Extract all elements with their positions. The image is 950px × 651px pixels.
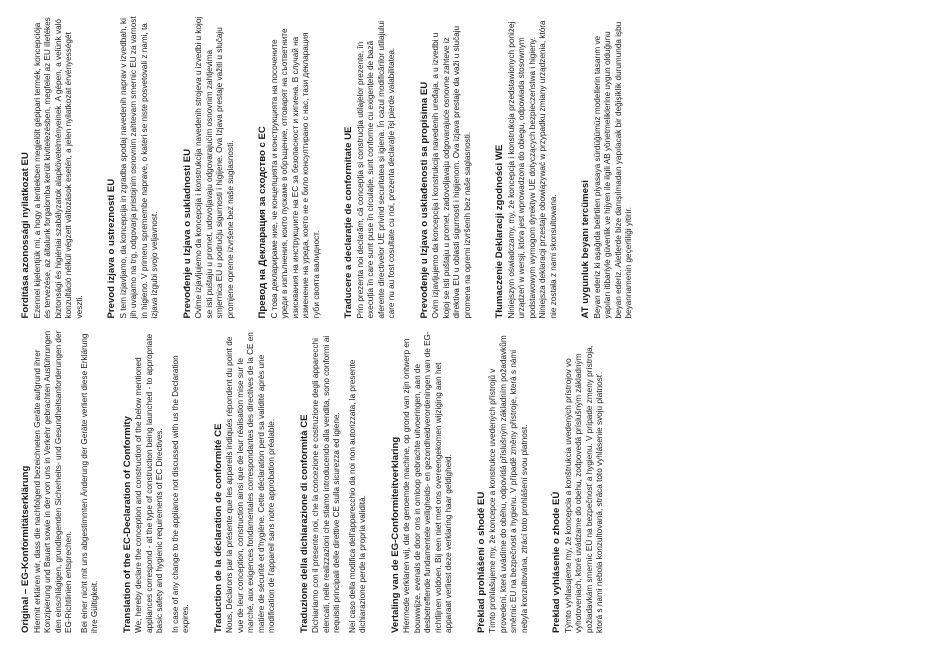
section-de — [20, 331, 106, 634]
section-body — [119, 16, 161, 319]
section-title: Fordítása azonossági nyilatkozat EU — [20, 152, 31, 319]
section-paragraph: Hiermede verklaren wij, dat de genoemde machine, op grond van zijn ontwerp en bouwwijze, evenals de door ons in omloop gebrachte uitvoeringen, aan de desbetreffende fundamentele veiligheids- en gezondheidverordeningen van de EG-richtlijnen voldoen. Bij een niet met ons overeengekomen wijziging aan het apparaat verliest deze verklaring haar geldigheid. — [402, 331, 453, 633]
section-paragraph: We, hereby declare the conception and construction of the below mentioned appliances correspond - at the type of construction being launched - to appropriate basic safety and hygienic requirements of EC Directives. — [134, 333, 164, 633]
section-body — [564, 331, 606, 634]
section-paragraph: С това декларираме ние, че концепцията и конструкцията на посочените уреди в изпълнения, които пускаме в обръщение, отговарят на съответните изисквания на инструкциите на ЕС за безопасност и хигиена. В случай на изменение на уреда, което не е било консултирано с нас, тази декларация губи своята валидност. — [269, 28, 321, 319]
section-title: Prevođenje u Izjava o usklađenosti sa propisima EU — [418, 81, 430, 319]
section-paragraph: Niniejszym oświadczamy, my, że koncepcja i konstrukcja przedstawionych poniżej urządzeń w wersji, która jest wprowadzona do obiegu, odpowiada stosownym podstawowym wymogom dyrektyw UE dotyczących bezpieczeństwa i higieny. Niniejsza deklaracji przestaje obowiązywać w przypadku zmiany urządzenia, która nie została z nami skonsultowana. — [506, 20, 558, 319]
section-paragraph: Ovim izjavljujemo da koncepcija i konstrukcija navedenih uređaja, a u izvedbi u kojoj se isti puštaju u promet, zadovoljavaju odgovarajuće osnovne zahteve iz direktiva EU u oblasti sigurnosti i higijenom. Ova izjava prestaje da važi u slučaju promena na opremi izvršenih bez naše saglasnosti. — [431, 25, 472, 319]
section-sr — [419, 16, 479, 319]
section-body — [507, 16, 560, 319]
section-title: Prevod izjava o ustreznosti EU — [106, 178, 117, 319]
section-ro — [343, 16, 403, 319]
section-paragraph: Beyan ederiz ki aşağıda belirtilen piyasaya sürdüğümüz modellerin tasarım ve yapıları itibariyle güvenlik ve hijyen ile ilgili AB yönetmeliklerine uygun olduğunu beyan ederiz. Aletlerde bize danışılmadan yapılacak bir değişiklik durumunda işbu beyannamenin geçerliliği yitirir. — [592, 21, 633, 319]
section-body — [311, 331, 369, 634]
section-paragraph: Tímto prohlašujeme my, že koncepce a konstrukce uvedených přístrojů v provedení, která uvádíme do oběhu, odpovídá příslušným základním požadavkům směrnic EU na bezpečnost a hygienu. V případě změny přístroje, která s námi nebyla konzultována, ztrácí toto prohlášení svou platnost. — [488, 335, 529, 633]
left-column — [20, 331, 932, 634]
section-title: Preklad vyhlásenie o zhode EÚ — [551, 491, 562, 633]
section-body — [488, 331, 530, 634]
section-sl — [106, 16, 166, 319]
section-title: Превод на Декларация за сходство с ЕС — [257, 126, 268, 319]
section-paragraph: In case of any change to the appliance not discussed with us the Declaration expires. — [170, 355, 190, 633]
section-body — [33, 331, 101, 634]
section-body — [356, 16, 398, 319]
section-title: Traduzione della dichiarazione di conformità CE — [298, 414, 310, 633]
section-tr — [580, 16, 640, 319]
section-paragraph: Ovime izjavljujemo da koncepcija i konstrukcija navedenih strojeva u izvedbi u kojoj se isti puštaju u promet, udovoljavaju odgovarajućim osnovnim zahtjevima smjernica EU u području sigurnosti i higijene. Ova Izjava prestaje važiti u slučaju promjene opreme izvršene bez naše suglasnosti. — [194, 16, 235, 319]
section-body — [270, 16, 323, 319]
section-paragraph: Ezennel kijelentjük mi, a hogy a lentiekben megjelölt gépipari termék, koncepciója és tervezése, az általunk forgalomba került kivitelezésben, megfelel az EU illetékes biztonsági és higiéniai szabályzatok alapkövetelményeinek. A gépen, a velünk való konzultáció nélkül végzett változások esetén, a jelen nyilatkozat érvényességét veszti. — [32, 17, 84, 319]
section-title: Traducere a declarație de conformitate UE — [343, 126, 354, 319]
section-paragraph: Dichiariamo con il presente noi, che la concezione e costruzione degli apparecchi elencati, nelle realizzazioni che stiamo introducendo alla vendita, sono conformi ai requisiti principali delle direttive CE sulla sicurezza ed igiene. — [311, 335, 341, 633]
section-title: Traduction de la déclaration de conformité CE — [212, 423, 224, 633]
section-hr — [182, 16, 242, 319]
section-title: Vertaling van de EG-Conformiteitverklaring — [389, 436, 401, 633]
section-body — [134, 331, 192, 634]
section-fr — [213, 331, 283, 634]
section-bg — [257, 16, 327, 319]
section-title: Překlad prohlášení o shodě EU — [475, 491, 487, 633]
section-paragraph: Bei einer nicht mit uns abgestimmten Änderung der Geräte verliert diese Erklärung ihre Gültigkeit. — [79, 333, 99, 633]
section-hu — [20, 16, 90, 319]
section-body — [402, 331, 455, 634]
section-pl — [494, 16, 564, 319]
section-body — [225, 331, 278, 634]
section-title: Translation of the EC-Declaration of Conformity — [121, 416, 133, 633]
section-body — [593, 16, 635, 319]
section-paragraph: Prin prezenta noi declarăm, că concepția și construcția utilajelor prezente, în execuția în care sunt puse în circulație, sunt conforme cu exigențele de bază aferente directivelor UE privind securitatea și igiena. În cazul modificărilor utilajului care nu au fost cosultate cu noi, prezenta declarație își pierde valabilitatea. — [355, 20, 396, 319]
section-title: Original – EG-Konformitätserklärung — [20, 465, 31, 633]
section-title: Tłumaczenie Deklaracji zgodności WE — [494, 144, 505, 319]
section-paragraph: S tem izjavljamo, da koncepcija in zgradba spodaj navedenih naprav v izvedbah, ki jih uvajamo na trg, odgovarja pristojnim osnovnim zahtevam smernic EU za varnost in higieno. V primeru spremembe naprave, o kateri se niste posvetovali z nami, ta izjava izgubi svojo veljavnost. — [118, 16, 159, 319]
section-body — [194, 16, 236, 319]
section-body — [431, 16, 473, 319]
section-sk — [551, 331, 611, 634]
section-paragraph: Hiermit erklären wir, dass die nachfolgend bezeichneten Geräte aufgrund ihrer Konzipierung und Bauart sowie in der von uns in Verkehr gebrachten Ausführungen den einschlägigen, grundlegenden Sicherheits- und Gesundheitsanforderungen der EG-Richtlinien entsprechen. — [32, 330, 73, 633]
section-nl — [390, 331, 460, 634]
section-en — [122, 331, 197, 634]
section-paragraph: Nous, Déclarons par la présente que les appareils indiqués répondent du point de vue de leur conception, construction ainsi que de leur réalisation mise sur le marché, aux exigences fondamentales correspondantes des directives de la CE en matière de sécurité et d'hygiène. Cette déclaration perd sa validité après une modification de l'appareil sans notre approbation préalable. — [225, 332, 276, 633]
right-column — [20, 16, 932, 319]
section-title: Prevođenje u Izjava o sukladnosti EU — [181, 148, 193, 319]
section-cs — [476, 331, 536, 634]
section-body — [33, 16, 86, 319]
section-title: AT uygunluk beyanı tercümesi — [580, 180, 591, 319]
section-paragraph: Týmto vyhlasujeme my, že koncepcia a konštrukcia uvedených prístrojov vo vyhotoveniach, ktoré uvádzame do obehu, zodpovedá príslušným základným požiadavkám smerníc EÚ na bezpečnosť a hygienu. V prípade zmeny prístroja, ktorá s nami nebola konzultovaná, stráca toto vyhlásenie svoju platnosť. — [563, 345, 604, 633]
section-paragraph: Nel caso della modifica dell'apparecchio da noi non autorizzata, la presente dichiarazione perde la propria validità. — [347, 359, 367, 633]
section-it — [299, 331, 374, 634]
